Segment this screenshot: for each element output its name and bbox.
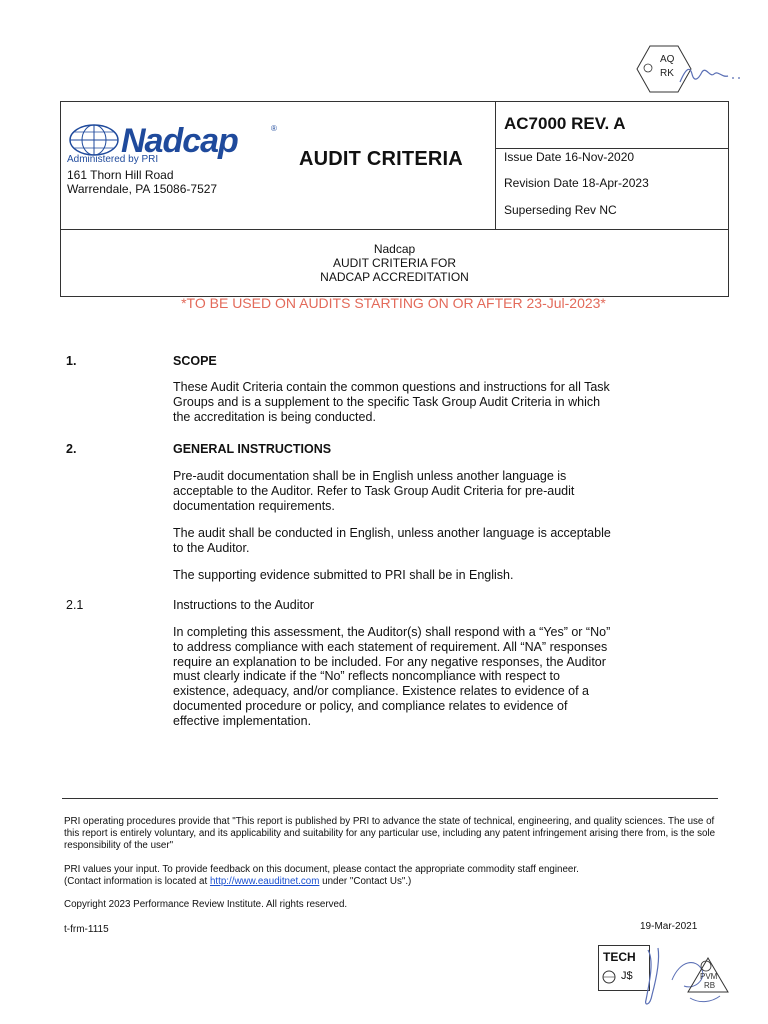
scope-paragraph: These Audit Criteria contain the common questions and instructions for all Task Groups and is a supplement to the specific Task Group Audit Criteria in which the accreditation is being conducted. (173, 380, 610, 424)
form-id: t-frm-1115 (64, 924, 109, 935)
footer-divider (62, 798, 718, 799)
header-center-line-3: NADCAP ACCREDITATION (320, 270, 469, 284)
general-instructions-paragraph-3: The supporting evidence submitted to PRI shall be in English. (173, 568, 514, 582)
general-instructions-paragraph-2: The audit shall be conducted in English, unless another language is acceptable to the Auditor. (173, 526, 611, 555)
header-center-line-1: Nadcap (373, 242, 416, 256)
header-center-line-2: AUDIT CRITERIA FOR (332, 256, 457, 270)
stamp-text-aq: AQ (660, 54, 675, 65)
auditor-instructions-paragraph: In completing this assessment, the Auditor(s) shall respond with a “Yes” or “No” to address compliance with each statement of requirement. All “NA” responses require an explanation to be included. For any negative responses, the Auditor must clearly indicate if the “No” reflects noncompliance with respect to existence, adequacy, and/or compliance. Existence relates to evidence of a documented procedure or policy, and compliance relates to evidence of effective implementation. (173, 625, 611, 728)
tech-stamp-initials: J$ (621, 970, 633, 982)
footer-contact-prefix: (Contact information is located at (64, 876, 210, 887)
address-line-2: Warrendale, PA 15086-7527 (67, 182, 218, 196)
footer-contact-suffix: under "Contact Us".) (319, 876, 412, 887)
revision-date: Revision Date 18-Apr-2023 (504, 176, 649, 190)
footer-disclaimer: PRI operating procedures provide that "This report is published by PRI to advance the state of technical, engineering, and quality sciences. The use of this report is entirely voluntary, and its applicability and suitability for any particular use, including any patent infringement arising there from, is the sole responsibility of the user" (64, 816, 716, 851)
footer-feedback-line-1: PRI values your input. To provide feedback on this document, please contact the appropriate commodity staff engineer. (64, 864, 579, 875)
stamp-text-rk: RK (660, 68, 674, 79)
footer-copyright: Copyright 2023 Performance Review Institute. All rights reserved. (64, 899, 348, 910)
document-info-panel (495, 102, 729, 229)
section-number-2: 2. (66, 442, 77, 456)
eauditnet-link[interactable]: http://www.eauditnet.com (209, 876, 320, 887)
section-title-general-instructions: GENERAL INSTRUCTIONS (173, 442, 332, 456)
stamp-circle-text-2: RB (704, 981, 716, 990)
footer-feedback-line-2 (64, 876, 724, 888)
address-line-1: 161 Thorn Hill Road (67, 168, 174, 182)
section-title-instructions-auditor: Instructions to the Auditor (173, 598, 315, 612)
section-number-1: 1. (66, 354, 77, 368)
section-number-2-1: 2.1 (66, 598, 84, 612)
doc-code-cell (496, 102, 729, 149)
document-header (60, 101, 729, 297)
superseding-rev: Superseding Rev NC (504, 203, 617, 217)
tech-stamp-label: TECH (603, 950, 636, 964)
general-instructions-paragraph-1: Pre-audit documentation shall be in English unless another language is acceptable to the Auditor. Refer to Task Group Audit Criteria for pre-audit documentation requirements. (173, 469, 575, 513)
logo-wordmark: Nadcap (121, 122, 238, 160)
bottom-signature-stamp (620, 940, 740, 1010)
form-date: 19-Mar-2021 (640, 921, 698, 932)
globe-stamp-icon (602, 970, 616, 984)
header-top-row (61, 102, 728, 230)
document-title: AUDIT CRITERIA (299, 148, 463, 170)
usage-notice: *TO BE USED ON AUDITS STARTING ON OR AFTER 23-Jul-2023* (181, 295, 606, 311)
document-code: AC7000 REV. A (504, 114, 626, 133)
logo-trademark: ® (271, 124, 277, 133)
handwritten-initials (676, 60, 742, 90)
section-title-scope: SCOPE (173, 354, 217, 368)
logo-subtitle: Administered by PRI (67, 154, 159, 165)
issue-date: Issue Date 16-Nov-2020 (504, 150, 635, 164)
stamp-circle-text-1: PVM (700, 972, 718, 981)
